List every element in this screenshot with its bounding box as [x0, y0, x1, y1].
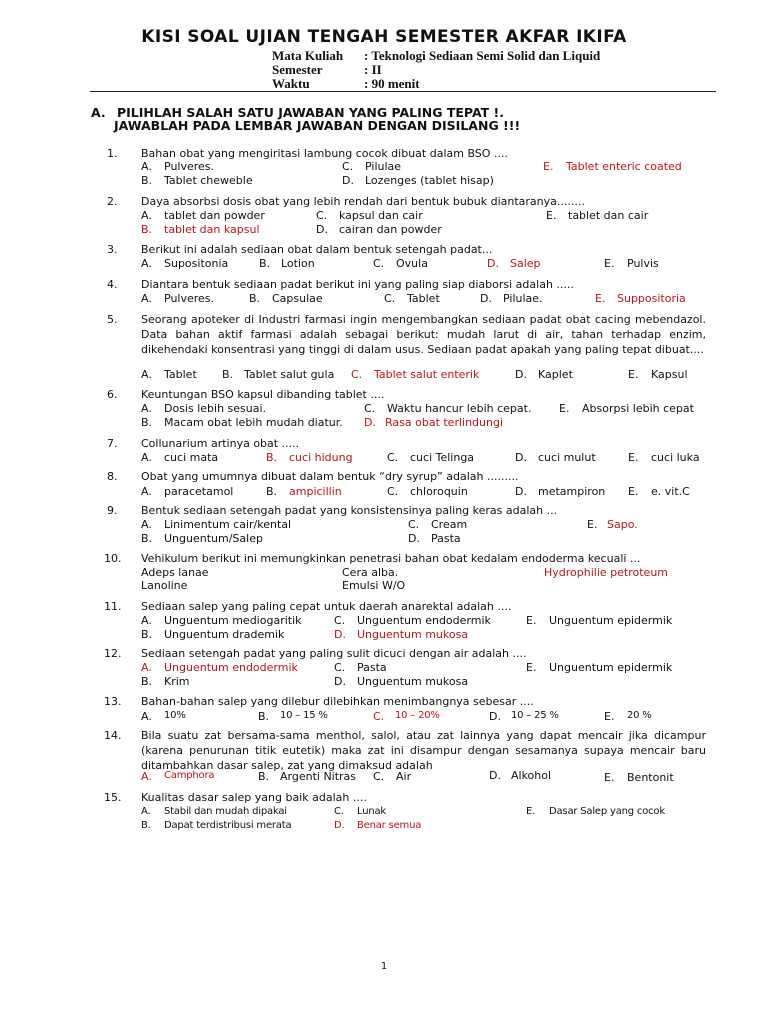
option-text: cairan dan powder	[339, 223, 442, 236]
option-text: cuci luka	[651, 451, 700, 464]
option-letter: D.	[316, 223, 328, 236]
answer-letter: C.	[351, 368, 363, 381]
answer-text: Hydrophilie petroteum	[544, 566, 669, 579]
option-letter: E.	[526, 661, 537, 674]
option-text: Macam obat lebih mudah diatur.	[164, 416, 343, 429]
answer-letter: B.	[266, 451, 278, 464]
option-text: Tablet	[164, 368, 197, 381]
option-text: kapsul dan cair	[339, 209, 423, 222]
option-letter: E.	[546, 209, 557, 222]
option-text: Linimentum cair/kental	[164, 518, 292, 531]
answer-text: tablet dan kapsul	[164, 223, 260, 236]
option-text: Tablet salut gula	[244, 368, 335, 381]
option-letter: C.	[387, 485, 399, 498]
option-letter: C.	[334, 806, 344, 817]
question-number: 5.	[107, 313, 118, 326]
meta-label-semester: Semester	[272, 62, 323, 77]
option-text: 10 – 15 %	[280, 710, 328, 721]
option-text: metampiron	[538, 485, 606, 498]
answer-letter: C.	[373, 710, 385, 723]
option-letter: E.	[526, 614, 537, 627]
option-letter: B.	[249, 292, 261, 305]
option-letter: C.	[387, 451, 399, 464]
question-text: Daya absorbsi dosis obat yang lebih rendah dari bentuk bubuk diantaranya........	[141, 195, 585, 208]
meta-label-course: Mata Kuliah	[272, 48, 344, 63]
meta-value-semester: : II	[364, 62, 382, 77]
option-text: Supositonia	[164, 257, 229, 270]
option-letter: A.	[141, 451, 152, 464]
question-number: 10.	[104, 552, 122, 565]
option-letter: C.	[364, 402, 376, 415]
option-text: Absorpsi lebih cepat	[582, 402, 694, 415]
option-text: Argenti Nitras	[280, 770, 357, 783]
option-letter: B.	[141, 675, 153, 688]
answer-text: Unguentum mukosa	[357, 628, 469, 641]
option-text: Pilulae.	[503, 292, 543, 305]
answer-text: ampicillin	[289, 485, 342, 498]
question-text: Bahan-bahan salep yang dilebur dilebihkan menimbangnya sebesar ....	[141, 695, 534, 708]
question-text: Sediaan setengah padat yang paling sulit dicuci dengan air adalah ....	[141, 647, 527, 660]
option-text: Kapsul	[651, 368, 688, 381]
option-letter: B.	[222, 368, 234, 381]
option-text: tablet dan cair	[568, 209, 649, 222]
option-text: Pasta	[357, 661, 387, 674]
option-text: Lozenges (tablet hisap)	[365, 174, 494, 187]
instruction-line-1: PILIHLAH SALAH SATU JAWABAN YANG PALING TEPAT !.	[117, 105, 504, 120]
option-text: Emulsi W/O	[342, 579, 406, 592]
answer-text: 10 – 20%	[395, 710, 440, 721]
option-text: chloroquin	[410, 485, 468, 498]
option-letter: B.	[141, 532, 153, 545]
option-letter: A.	[141, 710, 152, 723]
option-letter: E.	[628, 451, 639, 464]
option-text: Tablet cheweble	[164, 174, 253, 187]
option-text: Alkohol	[511, 769, 552, 782]
option-letter: D.	[515, 368, 527, 381]
option-letter: D.	[489, 769, 501, 782]
answer-text: Suppositoria	[617, 292, 686, 305]
option-letter: A.	[141, 485, 152, 498]
question-number: 4.	[107, 278, 118, 291]
answer-letter: B.	[141, 223, 153, 236]
option-letter: A.	[141, 806, 151, 817]
question-number: 15.	[104, 791, 122, 804]
question-text: Bila suatu zat bersama-sama menthol, salol, atau zat lainnya yang dapat mencair jika dicampur (karena penurunan titik eutetik) maka zat ini disampur dengan sesamanya supaya mencair baru ditambahkan dasar salep, zat yang dimaksud adalah	[141, 729, 706, 772]
option-text: Pulveres.	[164, 160, 215, 173]
option-letter: E.	[587, 518, 598, 531]
question-text: Berikut ini adalah sediaan obat dalam bentuk setengah padat...	[141, 243, 493, 256]
option-letter: A.	[141, 518, 152, 531]
question-text: Diantara bentuk sediaan padat berikut ini yang paling siap diaborsi adalah .....	[141, 278, 574, 291]
question-text: Bahan obat yang mengiritasi lambung cocok dibuat dalam BSO ....	[141, 147, 508, 160]
option-text: Cera alba.	[342, 566, 399, 579]
question-number: 13.	[104, 695, 122, 708]
option-letter: C.	[342, 160, 354, 173]
option-text: Capsulae	[272, 292, 323, 305]
option-text: cuci mulut	[538, 451, 596, 464]
option-letter: C.	[373, 770, 385, 783]
answer-letter: D.	[487, 257, 499, 270]
option-letter: D.	[480, 292, 492, 305]
answer-letter: D.	[334, 820, 345, 831]
option-letter: E.	[628, 485, 639, 498]
option-text: Krim	[164, 675, 190, 688]
option-text: Pilulae	[365, 160, 402, 173]
option-letter: B.	[259, 257, 271, 270]
question-number: 3.	[107, 243, 118, 256]
answer-text: Benar semua	[357, 820, 422, 831]
question-number: 12.	[104, 647, 122, 660]
option-text: Ovula	[396, 257, 428, 270]
option-text: Pasta	[431, 532, 461, 545]
option-letter: A.	[141, 368, 152, 381]
answer-letter: A.	[141, 661, 152, 674]
option-text: 10%	[164, 710, 186, 721]
option-text: Cream	[431, 518, 468, 531]
section-letter: A.	[91, 105, 106, 120]
option-text: Unguentum mediogaritik	[164, 614, 302, 627]
option-letter: C.	[316, 209, 328, 222]
option-text: Unguentum/Salep	[164, 532, 263, 545]
answer-letter: E.	[543, 160, 554, 173]
option-text: Lotion	[281, 257, 315, 270]
header-divider	[90, 91, 716, 92]
option-text: Waktu hancur lebih cepat.	[387, 402, 532, 415]
option-letter: E.	[604, 771, 615, 784]
answer-text: Tablet salut enterik	[374, 368, 480, 381]
option-text: Dapat terdistribusi merata	[164, 820, 292, 831]
question-number: 9.	[107, 504, 118, 517]
option-text: cuci Telinga	[410, 451, 475, 464]
option-letter: E.	[604, 710, 615, 723]
option-letter: A.	[141, 614, 152, 627]
option-text: Unguentum epidermik	[549, 661, 673, 674]
answer-text: Rasa obat terlindungi	[385, 416, 504, 429]
answer-text: Sapo.	[607, 518, 638, 531]
option-letter: A.	[141, 160, 152, 173]
question-number: 14.	[104, 729, 122, 742]
question-text: Bentuk sediaan setengah padat yang konsistensinya paling keras adalah ...	[141, 504, 558, 517]
meta-label-time: Waktu	[272, 76, 310, 91]
answer-text: Unguentum endodermik	[164, 661, 298, 674]
question-number: 2.	[107, 195, 118, 208]
option-letter: D.	[408, 532, 420, 545]
option-text: e. vit.C	[651, 485, 690, 498]
answer-letter: D.	[334, 628, 346, 641]
option-letter: E.	[526, 806, 536, 817]
option-letter: C.	[373, 257, 385, 270]
question-number: 6.	[107, 388, 118, 401]
option-text: cuci mata	[164, 451, 219, 464]
question-number: 11.	[104, 600, 122, 613]
instruction-line-2: JAWABLAH PADA LEMBAR JAWABAN DENGAN DISILANG !!!	[114, 118, 521, 133]
answer-letter: E.	[595, 292, 606, 305]
meta-value-course: : Teknologi Sediaan Semi Solid dan Liquid	[364, 48, 601, 63]
option-letter: A.	[141, 402, 152, 415]
question-number: 7.	[107, 437, 118, 450]
option-text: Dasar Salep yang cocok	[549, 806, 665, 817]
question-number: 1.	[107, 147, 118, 160]
option-text: tablet dan powder	[164, 209, 265, 222]
option-text: Tablet	[407, 292, 440, 305]
question-text: Sediaan salep yang paling cepat untuk daerah anarektal adalah ....	[141, 600, 512, 613]
option-letter: D.	[334, 675, 346, 688]
option-letter: E.	[628, 368, 639, 381]
meta-value-time: : 90 menit	[364, 76, 420, 91]
option-text: Pulvis	[627, 257, 659, 270]
option-letter: D.	[515, 485, 527, 498]
answer-text: Tablet enteric coated	[566, 160, 682, 173]
option-text: Pulveres.	[164, 292, 215, 305]
option-text: 20 %	[627, 710, 652, 721]
option-letter: A.	[141, 209, 152, 222]
option-letter: C.	[334, 614, 346, 627]
option-letter: D.	[342, 174, 354, 187]
question-text: Obat yang umumnya dibuat dalam bentuk “dry syrup” adalah .........	[141, 470, 519, 483]
option-letter: B.	[141, 174, 153, 187]
option-text: Kaplet	[538, 368, 573, 381]
option-text: paracetamol	[164, 485, 234, 498]
question-number: 8.	[107, 470, 118, 483]
question-text: Keuntungan BSO kapsul dibanding tablet ....	[141, 388, 385, 401]
option-text: Lanoline	[141, 579, 188, 592]
option-letter: C.	[334, 661, 346, 674]
option-text: Air	[396, 770, 412, 783]
option-text: Unguentum endodermik	[357, 614, 491, 627]
option-letter: C.	[408, 518, 420, 531]
answer-letter: A.	[141, 770, 152, 783]
question-text: Seorang apoteker di Industri farmasi ingin mengembangkan sediaan padat obat cacing mebendazol. Data bahan aktif farmasi adalah sebagai berikut: mudah larut di air, tahan terhadap enzim, dikehendaki konsentrasi yang tinggi di dalam usus. Sediaan padat apakah yang paling tepat dibuat....	[141, 313, 706, 356]
option-letter: B.	[141, 416, 153, 429]
option-letter: C.	[384, 292, 396, 305]
option-text: Unguentum epidermik	[549, 614, 673, 627]
option-letter: B.	[258, 770, 270, 783]
answer-text: Camphora	[164, 770, 215, 781]
option-text: 10 – 25 %	[511, 710, 559, 721]
question-text: Vehikulum berikut ini memungkinkan penetrasi bahan obat kedalam endoderma kecuali ...	[141, 552, 641, 565]
option-letter: A.	[141, 257, 152, 270]
option-letter: E.	[604, 257, 615, 270]
page-number: 1	[380, 961, 388, 972]
option-letter: B.	[141, 628, 153, 641]
answer-letter: D.	[364, 416, 376, 429]
option-text: Stabil dan mudah dipakai	[164, 806, 287, 817]
option-text: Unguentum mukosa	[357, 675, 469, 688]
question-text: Kualitas dasar salep yang baik adalah ....	[141, 791, 367, 804]
question-text: Collunarium artinya obat .....	[141, 437, 300, 450]
option-letter: B.	[266, 485, 278, 498]
document-title: KISI SOAL UJIAN TENGAH SEMESTER AKFAR IKIFA	[141, 27, 627, 47]
option-text: Dosis lebih sesuai.	[164, 402, 267, 415]
option-letter: B.	[141, 820, 151, 831]
option-text: Unguentum drademik	[164, 628, 285, 641]
option-letter: D.	[489, 710, 501, 723]
option-text: Lunak	[357, 806, 386, 817]
answer-text: Salep	[510, 257, 541, 270]
option-text: Adeps lanae	[141, 566, 209, 579]
option-text: Bentonit	[627, 771, 674, 784]
option-letter: A.	[141, 292, 152, 305]
option-letter: D.	[515, 451, 527, 464]
option-letter: E.	[559, 402, 570, 415]
option-letter: B.	[258, 710, 270, 723]
answer-text: cuci hidung	[289, 451, 353, 464]
